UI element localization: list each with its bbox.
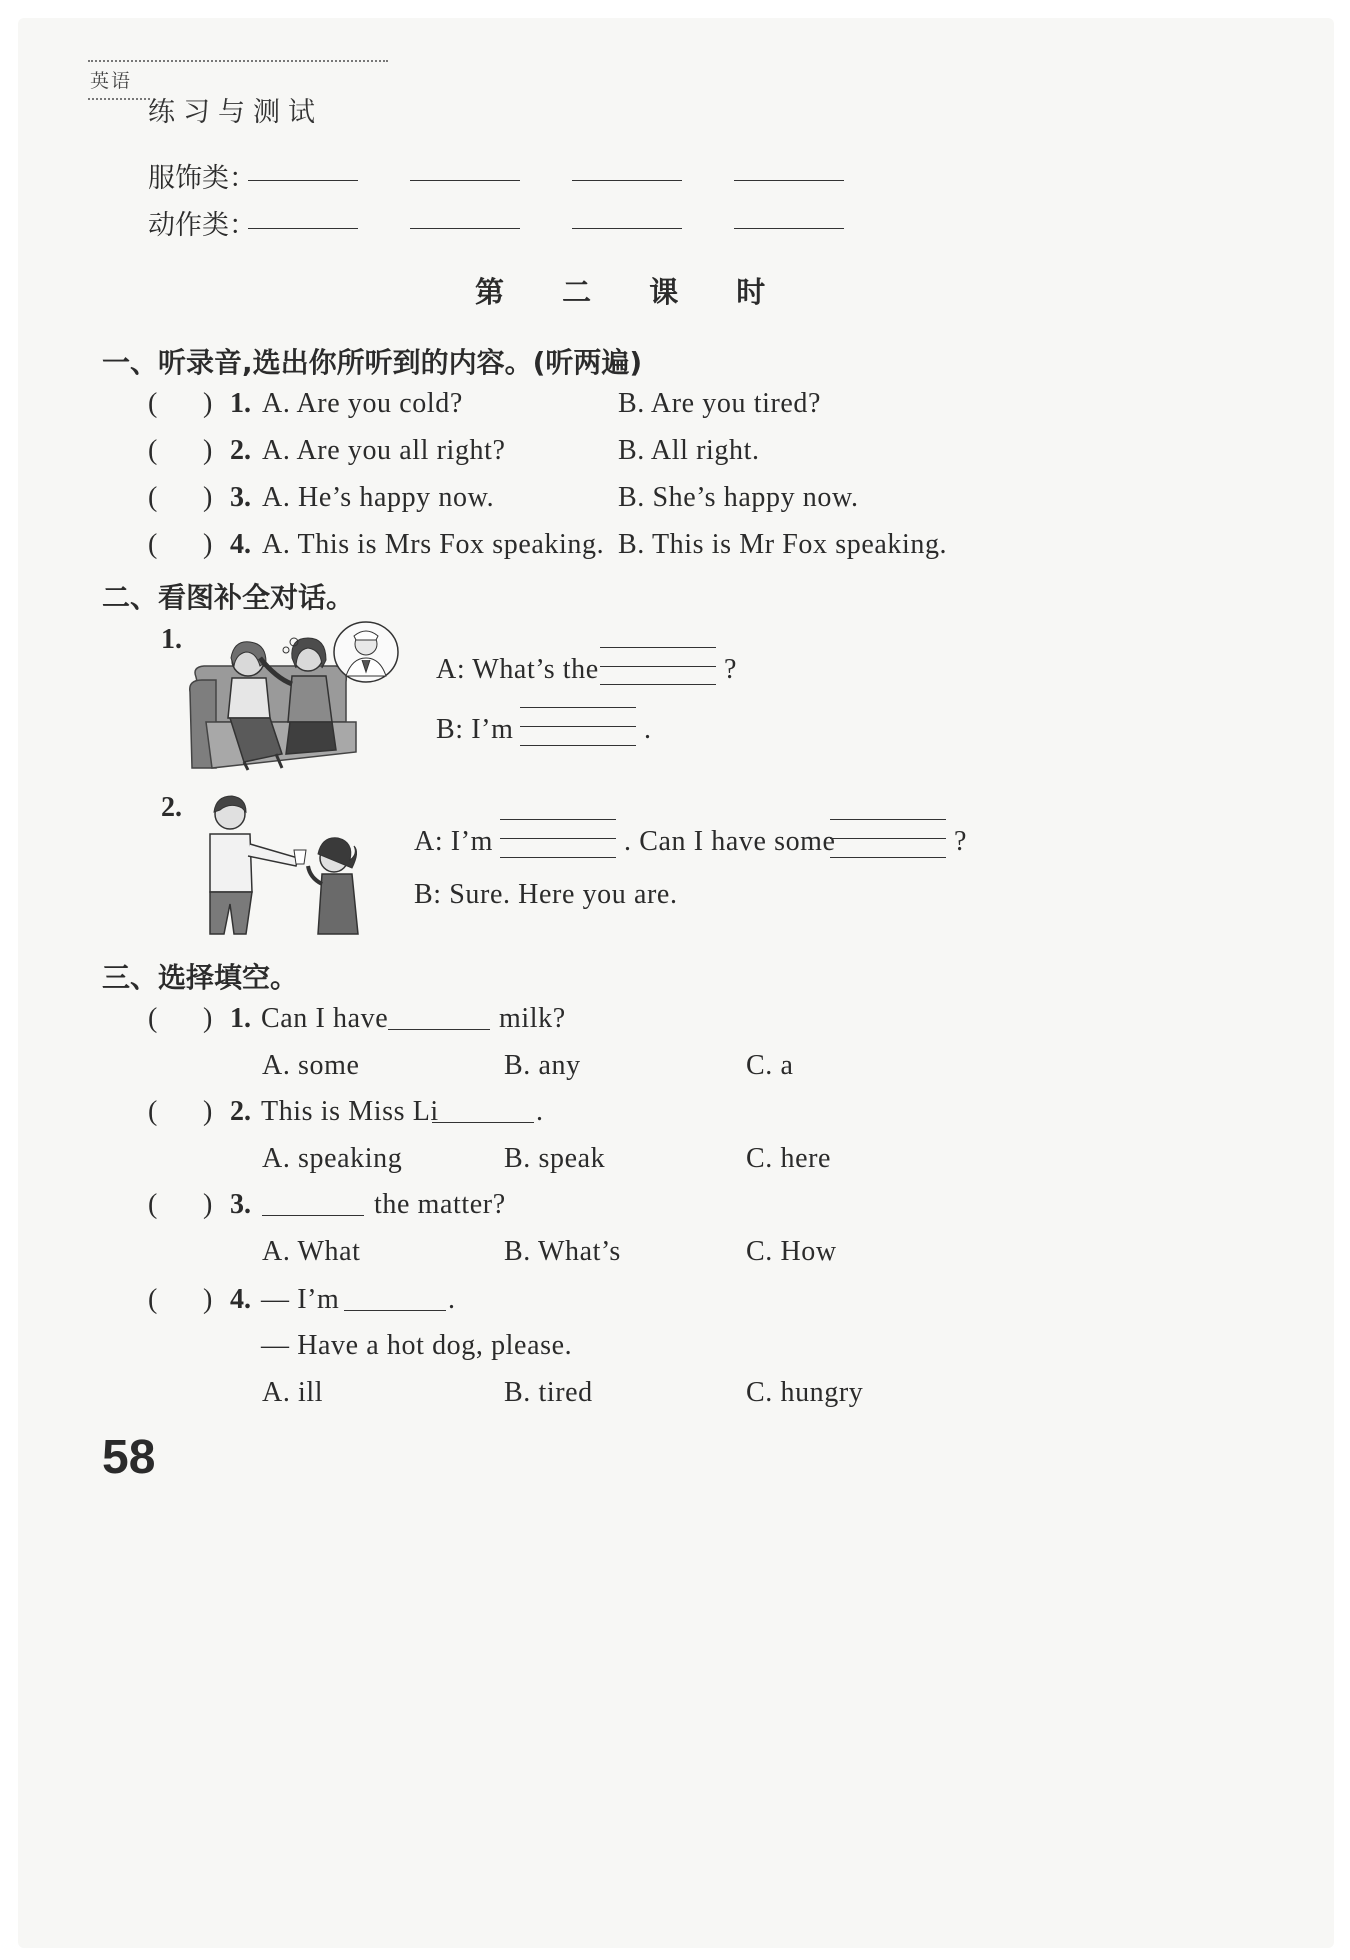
answer-paren-open[interactable]: ( <box>148 1189 158 1220</box>
item-number: 2. <box>230 435 251 466</box>
answer-rule <box>500 819 616 820</box>
answer-paren-close: ) <box>203 1003 213 1034</box>
answer-blank[interactable] <box>734 180 844 181</box>
answer-blank[interactable] <box>432 1122 534 1123</box>
category-label-clothing: 服饰类： <box>148 163 256 194</box>
choice-a: A. ill <box>262 1377 324 1408</box>
header-subject-rule <box>88 98 150 100</box>
question-text: — I’m <box>261 1284 340 1315</box>
choice-c: C. hungry <box>746 1377 864 1408</box>
choice-b: B. tired <box>504 1377 593 1408</box>
answer-blank[interactable] <box>262 1215 364 1216</box>
question-text: the matter? <box>374 1189 506 1220</box>
answer-blank[interactable] <box>600 666 716 667</box>
answer-rule <box>520 745 636 746</box>
workbook-page <box>18 18 1334 1948</box>
dialog-line-a: A: What’s the <box>436 654 599 685</box>
option-a: A. Are you all right? <box>262 435 506 466</box>
choice-a: A. What <box>262 1236 361 1267</box>
answer-rule <box>830 819 946 820</box>
question-text: Can I have <box>261 1003 389 1034</box>
header-book-title: 练习与测试 <box>148 97 323 128</box>
choice-b: B. What’s <box>504 1236 621 1267</box>
section1-heading: 一、听录音,选出你所听到的内容。(听两遍) <box>102 346 643 379</box>
item-number: 2. <box>161 792 182 823</box>
question-text: . <box>536 1096 544 1127</box>
option-b: B. She’s happy now. <box>618 482 859 513</box>
choice-b: B. any <box>504 1050 581 1081</box>
answer-blank[interactable] <box>388 1029 490 1030</box>
answer-paren-close: ) <box>203 1284 213 1315</box>
answer-blank[interactable] <box>410 180 520 181</box>
answer-blank[interactable] <box>520 726 636 727</box>
item-number: 4. <box>230 1284 251 1315</box>
answer-paren-close: ) <box>203 1189 213 1220</box>
answer-blank[interactable] <box>248 228 358 229</box>
choice-a: A. speaking <box>262 1143 403 1174</box>
item-number: 3. <box>230 482 251 513</box>
answer-paren-open[interactable]: ( <box>148 1096 158 1127</box>
question-text: This is Miss Li <box>261 1096 439 1127</box>
answer-blank[interactable] <box>500 838 616 839</box>
answer-paren-open[interactable]: ( <box>148 482 158 513</box>
option-a: A. Are you cold? <box>262 388 463 419</box>
answer-rule <box>500 857 616 858</box>
question-text: milk? <box>499 1003 566 1034</box>
lesson-title: 第 二 课 时 <box>475 275 790 309</box>
answer-blank[interactable] <box>344 1310 446 1311</box>
answer-paren-close: ) <box>203 529 213 560</box>
dialog-line-b: B: Sure. Here you are. <box>414 879 678 910</box>
choice-c: C. How <box>746 1236 837 1267</box>
choice-c: C. here <box>746 1143 832 1174</box>
answer-paren-open[interactable]: ( <box>148 529 158 560</box>
answer-rule <box>600 684 716 685</box>
option-a: A. He’s happy now. <box>262 482 495 513</box>
dialog-end-mark: . <box>644 714 652 745</box>
boy-giving-drink-illustration <box>188 788 388 938</box>
answer-blank[interactable] <box>248 180 358 181</box>
option-b: B. All right. <box>618 435 760 466</box>
choice-c: C. a <box>746 1050 794 1081</box>
dialog-end-mark: ? <box>954 826 968 857</box>
answer-blank[interactable] <box>410 228 520 229</box>
section2-heading: 二、看图补全对话。 <box>102 581 355 614</box>
item-number: 1. <box>230 1003 251 1034</box>
answer-paren-open[interactable]: ( <box>148 1284 158 1315</box>
choice-a: A. some <box>262 1050 360 1081</box>
item-number: 2. <box>230 1096 251 1127</box>
answer-paren-open[interactable]: ( <box>148 435 158 466</box>
answer-paren-open[interactable]: ( <box>148 1003 158 1034</box>
answer-blank[interactable] <box>572 180 682 181</box>
answer-paren-close: ) <box>203 1096 213 1127</box>
item-number: 1. <box>230 388 251 419</box>
page-number: 58 <box>102 1431 156 1484</box>
dialog-end-mark: ? <box>724 654 738 685</box>
category-label-actions: 动作类： <box>148 210 256 241</box>
dialog-line-b: B: I’m <box>436 714 514 745</box>
option-b: B. Are you tired? <box>618 388 822 419</box>
item-number: 1. <box>161 624 182 655</box>
sick-girl-illustration <box>186 622 401 772</box>
dialog-line-a: A: I’m <box>414 826 494 857</box>
answer-paren-open[interactable]: ( <box>148 388 158 419</box>
answer-rule <box>520 707 636 708</box>
item-number: 4. <box>230 529 251 560</box>
section3-heading: 三、选择填空。 <box>102 961 299 994</box>
dialog-line-a-cont: . Can I have some <box>624 826 836 857</box>
choice-b: B. speak <box>504 1143 606 1174</box>
answer-rule <box>600 647 716 648</box>
answer-blank[interactable] <box>734 228 844 229</box>
answer-paren-close: ) <box>203 435 213 466</box>
header-top-rule <box>88 60 388 62</box>
header-subject: 英语 <box>90 70 133 92</box>
option-b: B. This is Mr Fox speaking. <box>618 529 948 560</box>
item-number: 3. <box>230 1189 251 1220</box>
answer-paren-close: ) <box>203 482 213 513</box>
question-text: . <box>448 1284 456 1315</box>
answer-blank[interactable] <box>830 838 946 839</box>
answer-blank[interactable] <box>572 228 682 229</box>
answer-rule <box>830 857 946 858</box>
answer-paren-close: ) <box>203 388 213 419</box>
question-reply: — Have a hot dog, please. <box>261 1330 573 1361</box>
option-a: A. This is Mrs Fox speaking. <box>262 529 605 560</box>
